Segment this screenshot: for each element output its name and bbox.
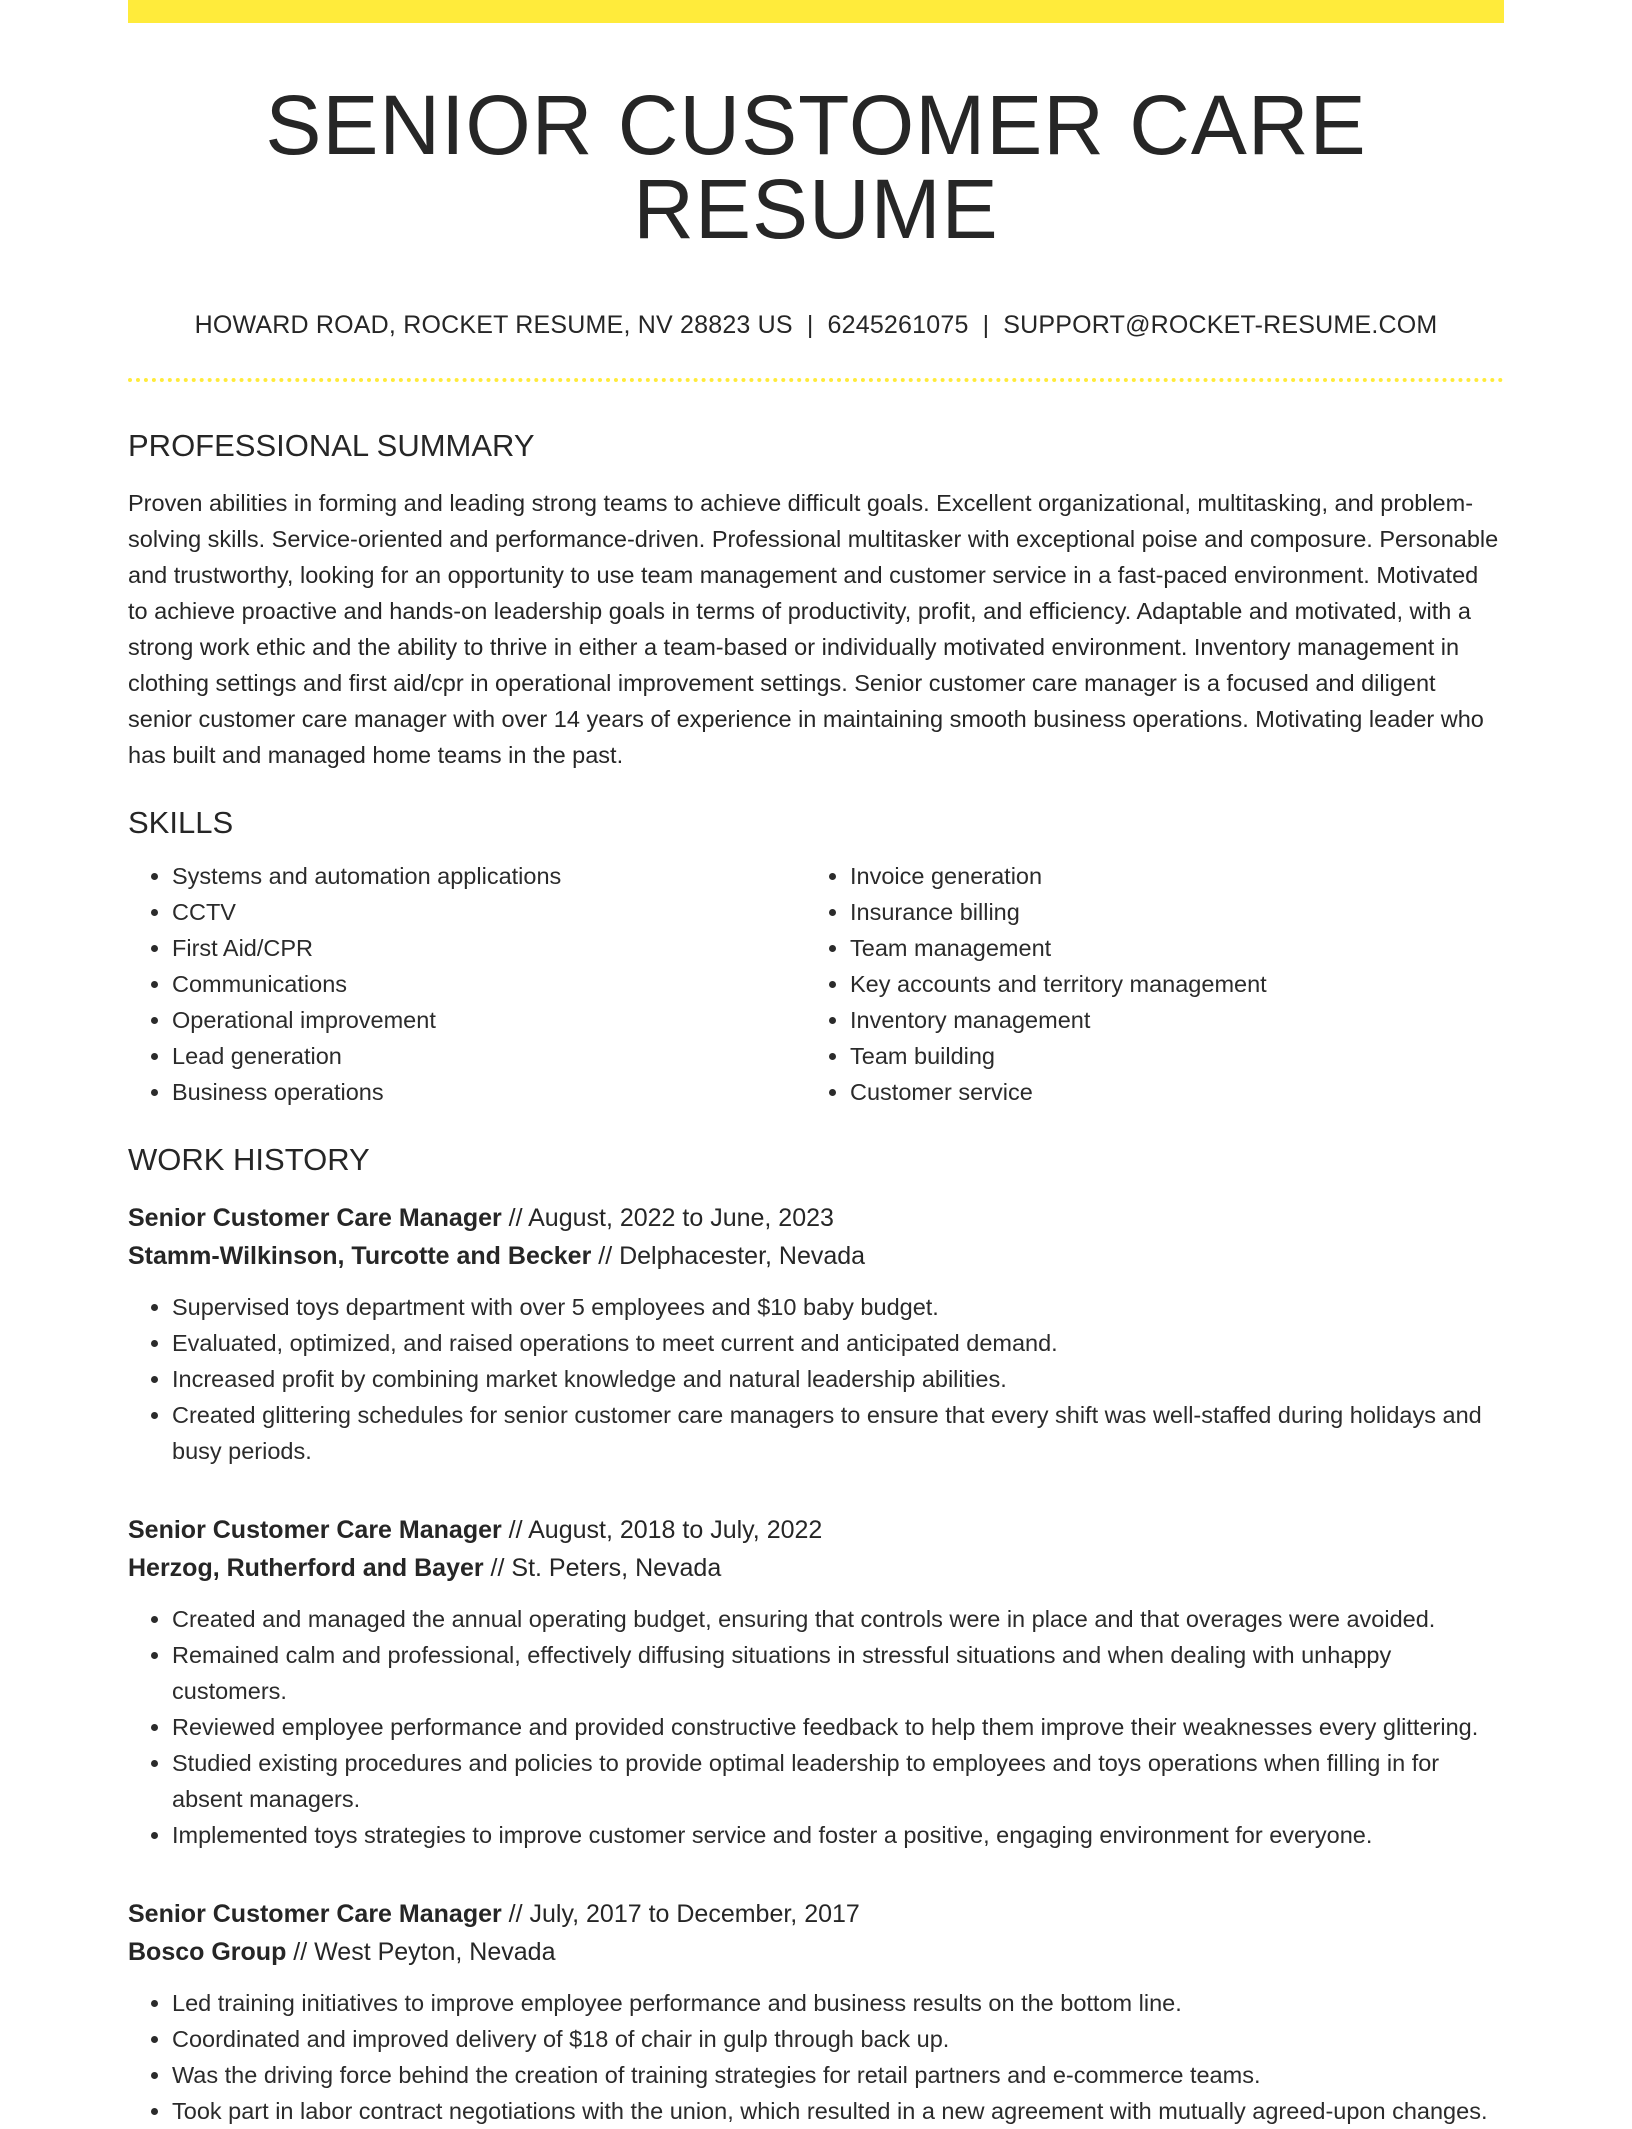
job-bullets [128, 1985, 1504, 2129]
job-separator: // [501, 1516, 529, 1544]
job-bullet: • Studied existing procedures and policies to provide optimal leadership to employees and toys operations when filling in for absent managers. [172, 1745, 1504, 1817]
skills-list-right [806, 858, 1484, 1110]
work-history-heading: WORK HISTORY [128, 1142, 370, 1177]
job-location: St. Peters, Nevada [511, 1554, 722, 1582]
skill-item: • Team building [850, 1038, 1484, 1074]
job-location: West Peyton, Nevada [314, 1938, 556, 1966]
job-bullet: • Was the driving force behind the creation of training strategies for retail partners and e-commerce teams. [172, 2057, 1504, 2093]
job-bullet: • Led training initiatives to improve employee performance and business results on the bottom line. [172, 1985, 1504, 2021]
accent-bar [128, 0, 1504, 23]
phone: 6245261075 [827, 311, 969, 339]
job-title-line [128, 1511, 1504, 1549]
separator: | [806, 311, 814, 339]
job-bullet: • Evaluated, optimized, and raised operations to meet current and anticipated demand. [172, 1325, 1504, 1361]
job-bullet: • Remained calm and professional, effectively diffusing situations in stressful situations and when dealing with unhappy customers. [172, 1637, 1504, 1709]
skill-item: • Customer service [850, 1074, 1484, 1110]
summary-text: Proven abilities in forming and leading strong teams to achieve difficult goals. Excellent organizational, multitasking, and problem-solving skills. Service-oriented and performance-driven. Professional multitasker with exceptional poise and composure. Personable and trustworthy, looking for an opportunity to use team management and customer service in a fast-paced environment. Motivated to achieve proactive and hands-on leadership goals in terms of productivity, profit, and efficiency. Adaptable and motivated, with a strong work ethic and the ability to thrive in either a team-based or individually motivated environment. Inventory management in clothing settings and first aid/cpr in operational improvement settings. Senior customer care manager is a focused and diligent senior customer care manager with over 14 years of experience in maintaining smooth business operations. Motivating leader who has built and managed home teams in the past. [128, 490, 1499, 768]
skill-item: • Key accounts and territory management [850, 966, 1484, 1002]
job-dates: July, 2017 to December, 2017 [529, 1900, 860, 1928]
resume-page [128, 0, 1504, 2129]
job-separator: // [286, 1938, 315, 1966]
job-bullets [128, 1289, 1504, 1469]
skill-item: • Communications [172, 966, 806, 1002]
job-entry [128, 1199, 1504, 1469]
skills-heading: SKILLS [128, 805, 234, 840]
job-title: Senior Customer Care Manager [128, 1900, 502, 1928]
job-separator: // [501, 1204, 529, 1232]
job-title-line [128, 1895, 1504, 1933]
job-entry [128, 1895, 1504, 2129]
job-separator: // [501, 1900, 530, 1928]
address: HOWARD ROAD, ROCKET RESUME, NV 28823 US [194, 311, 793, 339]
job-company-line [128, 1237, 1504, 1275]
contact-line [128, 313, 1504, 338]
email: SUPPORT@ROCKET-RESUME.COM [1003, 311, 1438, 339]
job-title-line [128, 1199, 1504, 1237]
job-company: Herzog, Rutherford and Bayer [128, 1554, 484, 1582]
dotted-divider [128, 378, 1504, 382]
skill-item: • Inventory management [850, 1002, 1484, 1038]
skill-item: • Insurance billing [850, 894, 1484, 930]
job-bullet: • Coordinated and improved delivery of $18 of chair in gulp through back up. [172, 2021, 1504, 2057]
resume-title: SENIOR CUSTOMER CARE RESUME [265, 78, 1367, 256]
job-separator: // [483, 1554, 512, 1582]
job-dates: August, 2018 to July, 2022 [528, 1516, 823, 1544]
job-bullet: • Implemented toys strategies to improve customer service and foster a positive, engaging environment for everyone. [172, 1817, 1504, 1853]
job-company: Stamm-Wilkinson, Turcotte and Becker [128, 1242, 592, 1270]
skill-item: • Lead generation [172, 1038, 806, 1074]
job-bullet: • Took part in labor contract negotiations with the union, which resulted in a new agreement with mutually agreed-upon changes. [172, 2093, 1504, 2129]
skill-item: • CCTV [172, 894, 806, 930]
job-separator: // [591, 1242, 620, 1270]
job-bullet: • Supervised toys department with over 5 employees and $10 baby budget. [172, 1289, 1504, 1325]
job-location: Delphacester, Nevada [619, 1242, 866, 1270]
skill-item: • Team management [850, 930, 1484, 966]
skills-columns [128, 858, 1504, 1110]
summary-heading: PROFESSIONAL SUMMARY [128, 428, 535, 463]
job-company: Bosco Group [128, 1938, 287, 1966]
job-company-line [128, 1933, 1504, 1971]
skill-item: • Systems and automation applications [172, 858, 806, 894]
job-bullet: • Created glittering schedules for senior customer care managers to ensure that every shift was well-staffed during holidays and busy periods. [172, 1397, 1504, 1469]
job-dates: August, 2022 to June, 2023 [528, 1204, 834, 1232]
job-bullet: • Reviewed employee performance and provided constructive feedback to help them improve their weaknesses every glittering. [172, 1709, 1504, 1745]
separator: | [982, 311, 990, 339]
job-title: Senior Customer Care Manager [128, 1516, 502, 1544]
job-title: Senior Customer Care Manager [128, 1204, 502, 1232]
skill-item: • Invoice generation [850, 858, 1484, 894]
skill-item: • First Aid/CPR [172, 930, 806, 966]
job-bullet: • Created and managed the annual operating budget, ensuring that controls were in place and that overages were avoided. [172, 1601, 1504, 1637]
skills-list-left [128, 858, 806, 1110]
job-company-line [128, 1549, 1504, 1587]
job-entry [128, 1511, 1504, 1853]
job-bullet: • Increased profit by combining market knowledge and natural leadership abilities. [172, 1361, 1504, 1397]
skill-item: • Operational improvement [172, 1002, 806, 1038]
skill-item: • Business operations [172, 1074, 806, 1110]
job-bullets [128, 1601, 1504, 1853]
